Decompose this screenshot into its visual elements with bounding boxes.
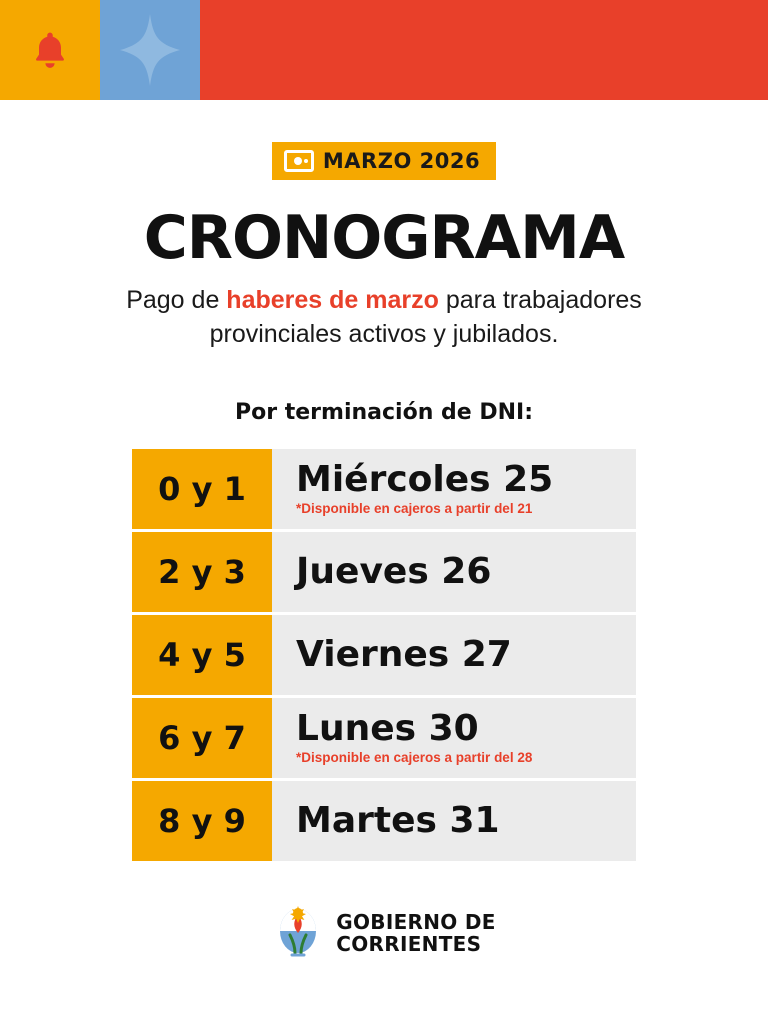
dni-cell: 0 y 1 [132, 449, 272, 529]
subtitle-highlight: haberes de marzo [226, 286, 439, 314]
day-label: Martes 31 [296, 799, 500, 841]
day-label: Viernes 27 [296, 633, 512, 675]
day-note: *Disponible en cajeros a partir del 28 [296, 750, 533, 766]
table-row [132, 781, 636, 861]
banner-red-block [200, 0, 768, 100]
dni-cell: 8 y 9 [132, 781, 272, 861]
subtitle-text-1: Pago de [126, 286, 227, 314]
section-label: Por terminación de DNI: [234, 399, 533, 425]
day-cell [272, 532, 636, 612]
gov-line-2: CORRIENTES [336, 931, 482, 956]
four-point-star-icon [120, 14, 180, 86]
table-row [132, 449, 636, 529]
page-title: CRONOGRAMA [143, 203, 625, 273]
subtitle-line-2: provinciales activos y jubilados. [209, 319, 559, 348]
subtitle-text-2: para trabajadores [438, 286, 642, 314]
day-label: Jueves 26 [296, 550, 492, 592]
month-badge [272, 142, 496, 180]
gov-line-1: GOBIERNO DE [336, 909, 496, 934]
government-name [336, 909, 496, 956]
month-chip-wrapper [0, 142, 768, 180]
day-note: *Disponible en cajeros a partir del 21 [296, 501, 533, 517]
banner-yellow-block [0, 0, 100, 100]
bell-icon [28, 28, 72, 72]
day-cell [272, 698, 636, 778]
day-cell [272, 781, 636, 861]
page-subtitle [0, 284, 768, 352]
table-row [132, 532, 636, 612]
month-label: MARZO 2026 [322, 149, 481, 173]
top-banner [0, 0, 768, 100]
table-row [132, 615, 636, 695]
day-cell [272, 615, 636, 695]
table-row [132, 698, 636, 778]
schedule-table [132, 449, 636, 861]
day-label: Lunes 30 [296, 707, 479, 749]
day-label: Miércoles 25 [296, 458, 554, 500]
dni-cell: 4 y 5 [132, 615, 272, 695]
footer-logo [0, 905, 768, 963]
money-bill-icon [284, 150, 314, 172]
dni-cell: 6 y 7 [132, 698, 272, 778]
banner-blue-block [100, 0, 200, 100]
corrientes-coat-of-arms-icon [272, 905, 324, 963]
day-cell [272, 449, 636, 529]
dni-cell: 2 y 3 [132, 532, 272, 612]
